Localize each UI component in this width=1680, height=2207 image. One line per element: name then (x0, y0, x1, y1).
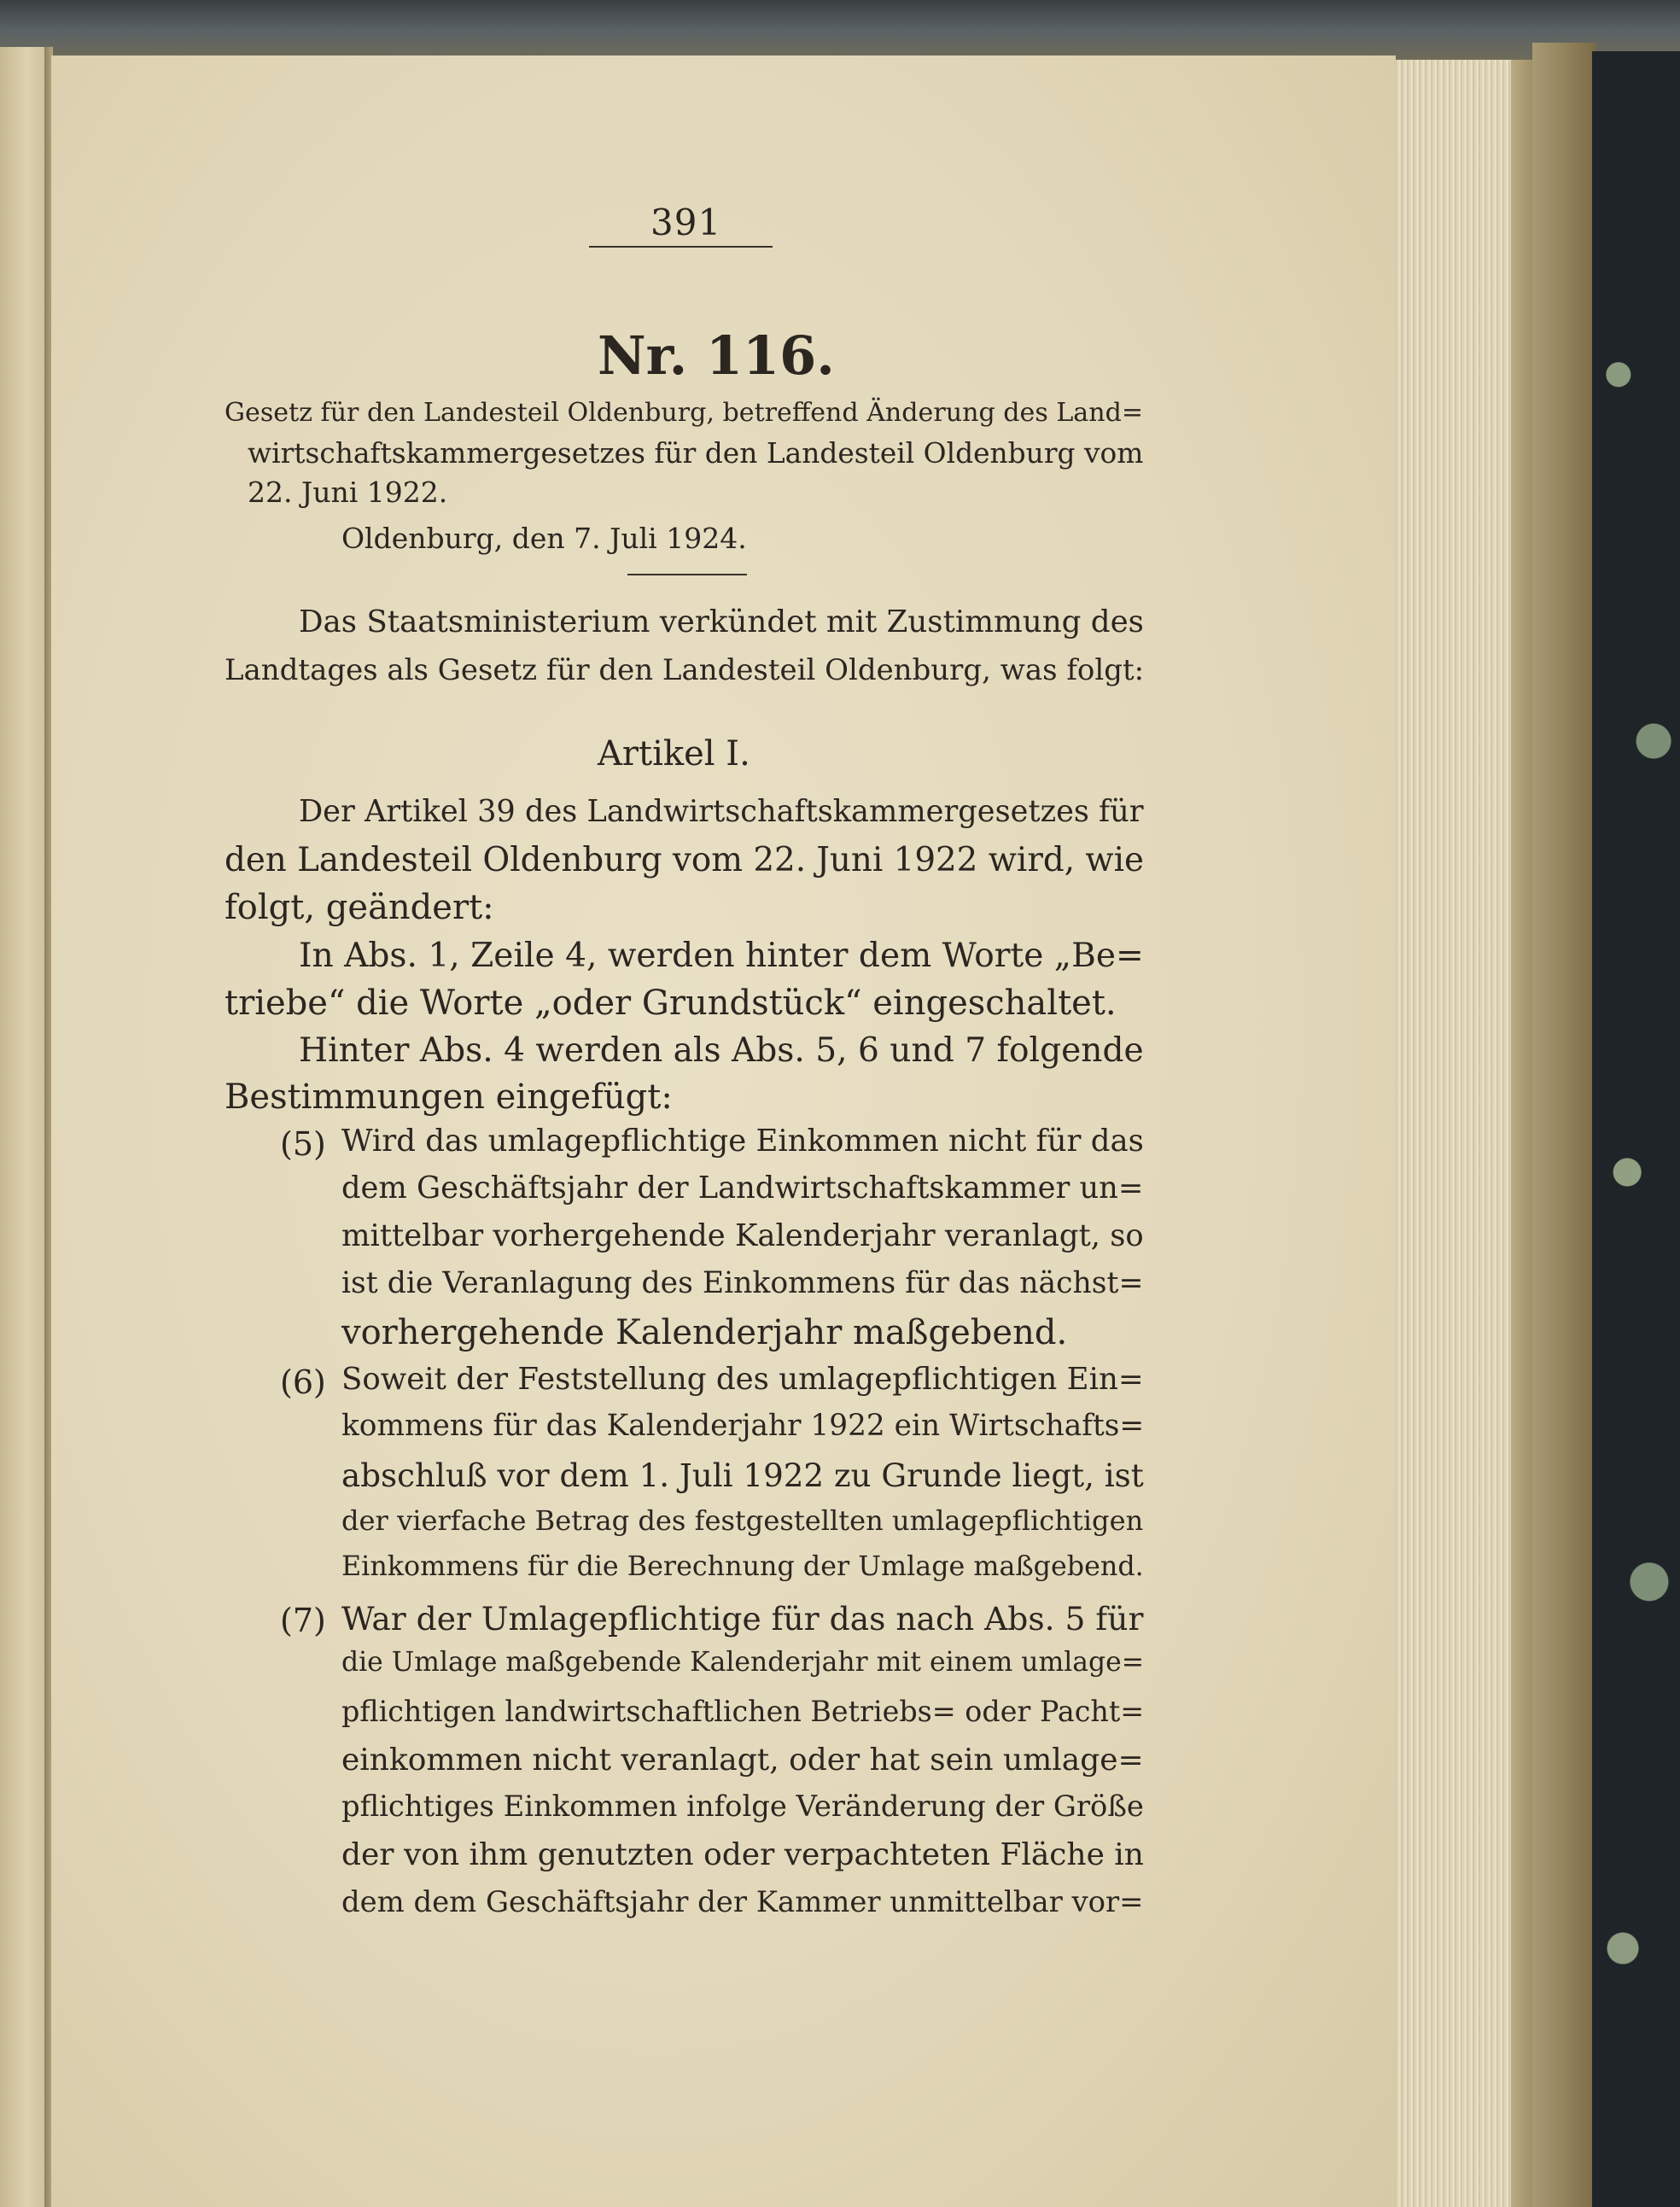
section-6-line-1: Soweit der Feststellung des umlagepflichtigen Ein= (341, 1362, 1144, 1397)
heading-line-1: Gesetz für den Landesteil Oldenburg, betreffend Änderung des Land= (225, 398, 1144, 428)
section-6-line-5: Einkommens für die Berechnung der Umlage maßgebend. (341, 1551, 1144, 1582)
article-p3-line-2: Bestimmungen eingefügt: (225, 1077, 673, 1117)
heading-line-2: wirtschaftskammergesetzes für den Landesteil Oldenburg vom (248, 437, 1144, 470)
page-number: 391 (650, 201, 722, 243)
heading-rule (627, 574, 747, 575)
article-p1-line-1: Der Artikel 39 des Landwirtschaftskammergesetzes für (299, 794, 1144, 829)
article-p2-line-2: triebe“ die Worte „oder Grundstück“ eingeschaltet. (225, 984, 1117, 1023)
article-p1-line-2: den Landesteil Oldenburg vom 22. Juni 1922 wird, wie (225, 841, 1144, 879)
heading-date: Oldenburg, den 7. Juli 1924. (341, 522, 747, 555)
page-stack (1391, 60, 1520, 2207)
section-5-line-1: Wird das umlagepflichtige Einkommen nicht für das (341, 1124, 1144, 1159)
section-7-line-7: dem dem Geschäftsjahr der Kammer unmittelbar vor= (341, 1885, 1144, 1918)
section-7-line-4: einkommen nicht veranlagt, oder hat sein umlage= (341, 1743, 1144, 1778)
section-5-number: (5) (280, 1125, 326, 1163)
section-7-line-2: die Umlage maßgebende Kalenderjahr mit einem umlage= (341, 1647, 1145, 1678)
heading-line-3: 22. Juni 1922. (248, 476, 448, 509)
article-title: Artikel I. (598, 734, 750, 774)
article-p3-line-1: Hinter Abs. 4 werden als Abs. 5, 6 und 7 folgende (299, 1031, 1144, 1070)
section-7-line-3: pflichtigen landwirtschaftlichen Betriebs= oder Pacht= (341, 1695, 1145, 1728)
section-5-line-4: ist die Veranlagung des Einkommens für das nächst= (341, 1266, 1144, 1300)
marbled-cover (1592, 51, 1680, 2207)
intro-line-1: Das Staatsministerium verkündet mit Zustimmung des (299, 604, 1144, 639)
section-7-number: (7) (280, 1602, 326, 1639)
page-number-rule (589, 246, 773, 248)
left-page-edge (0, 47, 44, 2207)
book-board (1532, 43, 1596, 2207)
section-7-line-6: der von ihm genutzten oder verpachteten Fläche in (341, 1837, 1144, 1872)
section-7-line-5: pflichtiges Einkommen infolge Veränderung der Größe (341, 1790, 1144, 1823)
article-p2-line-1: In Abs. 1, Zeile 4, werden hinter dem Worte „Be= (299, 937, 1144, 975)
section-6-number: (6) (280, 1363, 326, 1401)
section-5-line-2: dem Geschäftsjahr der Landwirtschaftskammer un= (341, 1171, 1144, 1206)
section-5-line-5: vorhergehende Kalenderjahr maßgebend. (341, 1313, 1068, 1352)
intro-line-2: Landtages als Gesetz für den Landesteil Oldenburg, was folgt: (225, 653, 1145, 687)
section-5-line-3: mittelbar vorhergehende Kalenderjahr veranlagt, so (341, 1218, 1144, 1253)
article-p1-line-3: folgt, geändert: (225, 888, 494, 927)
section-6-line-2: kommens für das Kalenderjahr 1922 ein Wirtschafts= (341, 1409, 1145, 1443)
section-6-line-3: abschluß vor dem 1. Juli 1922 zu Grunde liegt, ist (341, 1457, 1144, 1494)
law-number: Nr. 116. (598, 324, 835, 387)
section-7-line-1: War der Umlagepflichtige für das nach Abs. 5 für (341, 1600, 1144, 1638)
section-6-line-4: der vierfache Betrag des festgestellten umlagepflichtigen (341, 1504, 1144, 1537)
